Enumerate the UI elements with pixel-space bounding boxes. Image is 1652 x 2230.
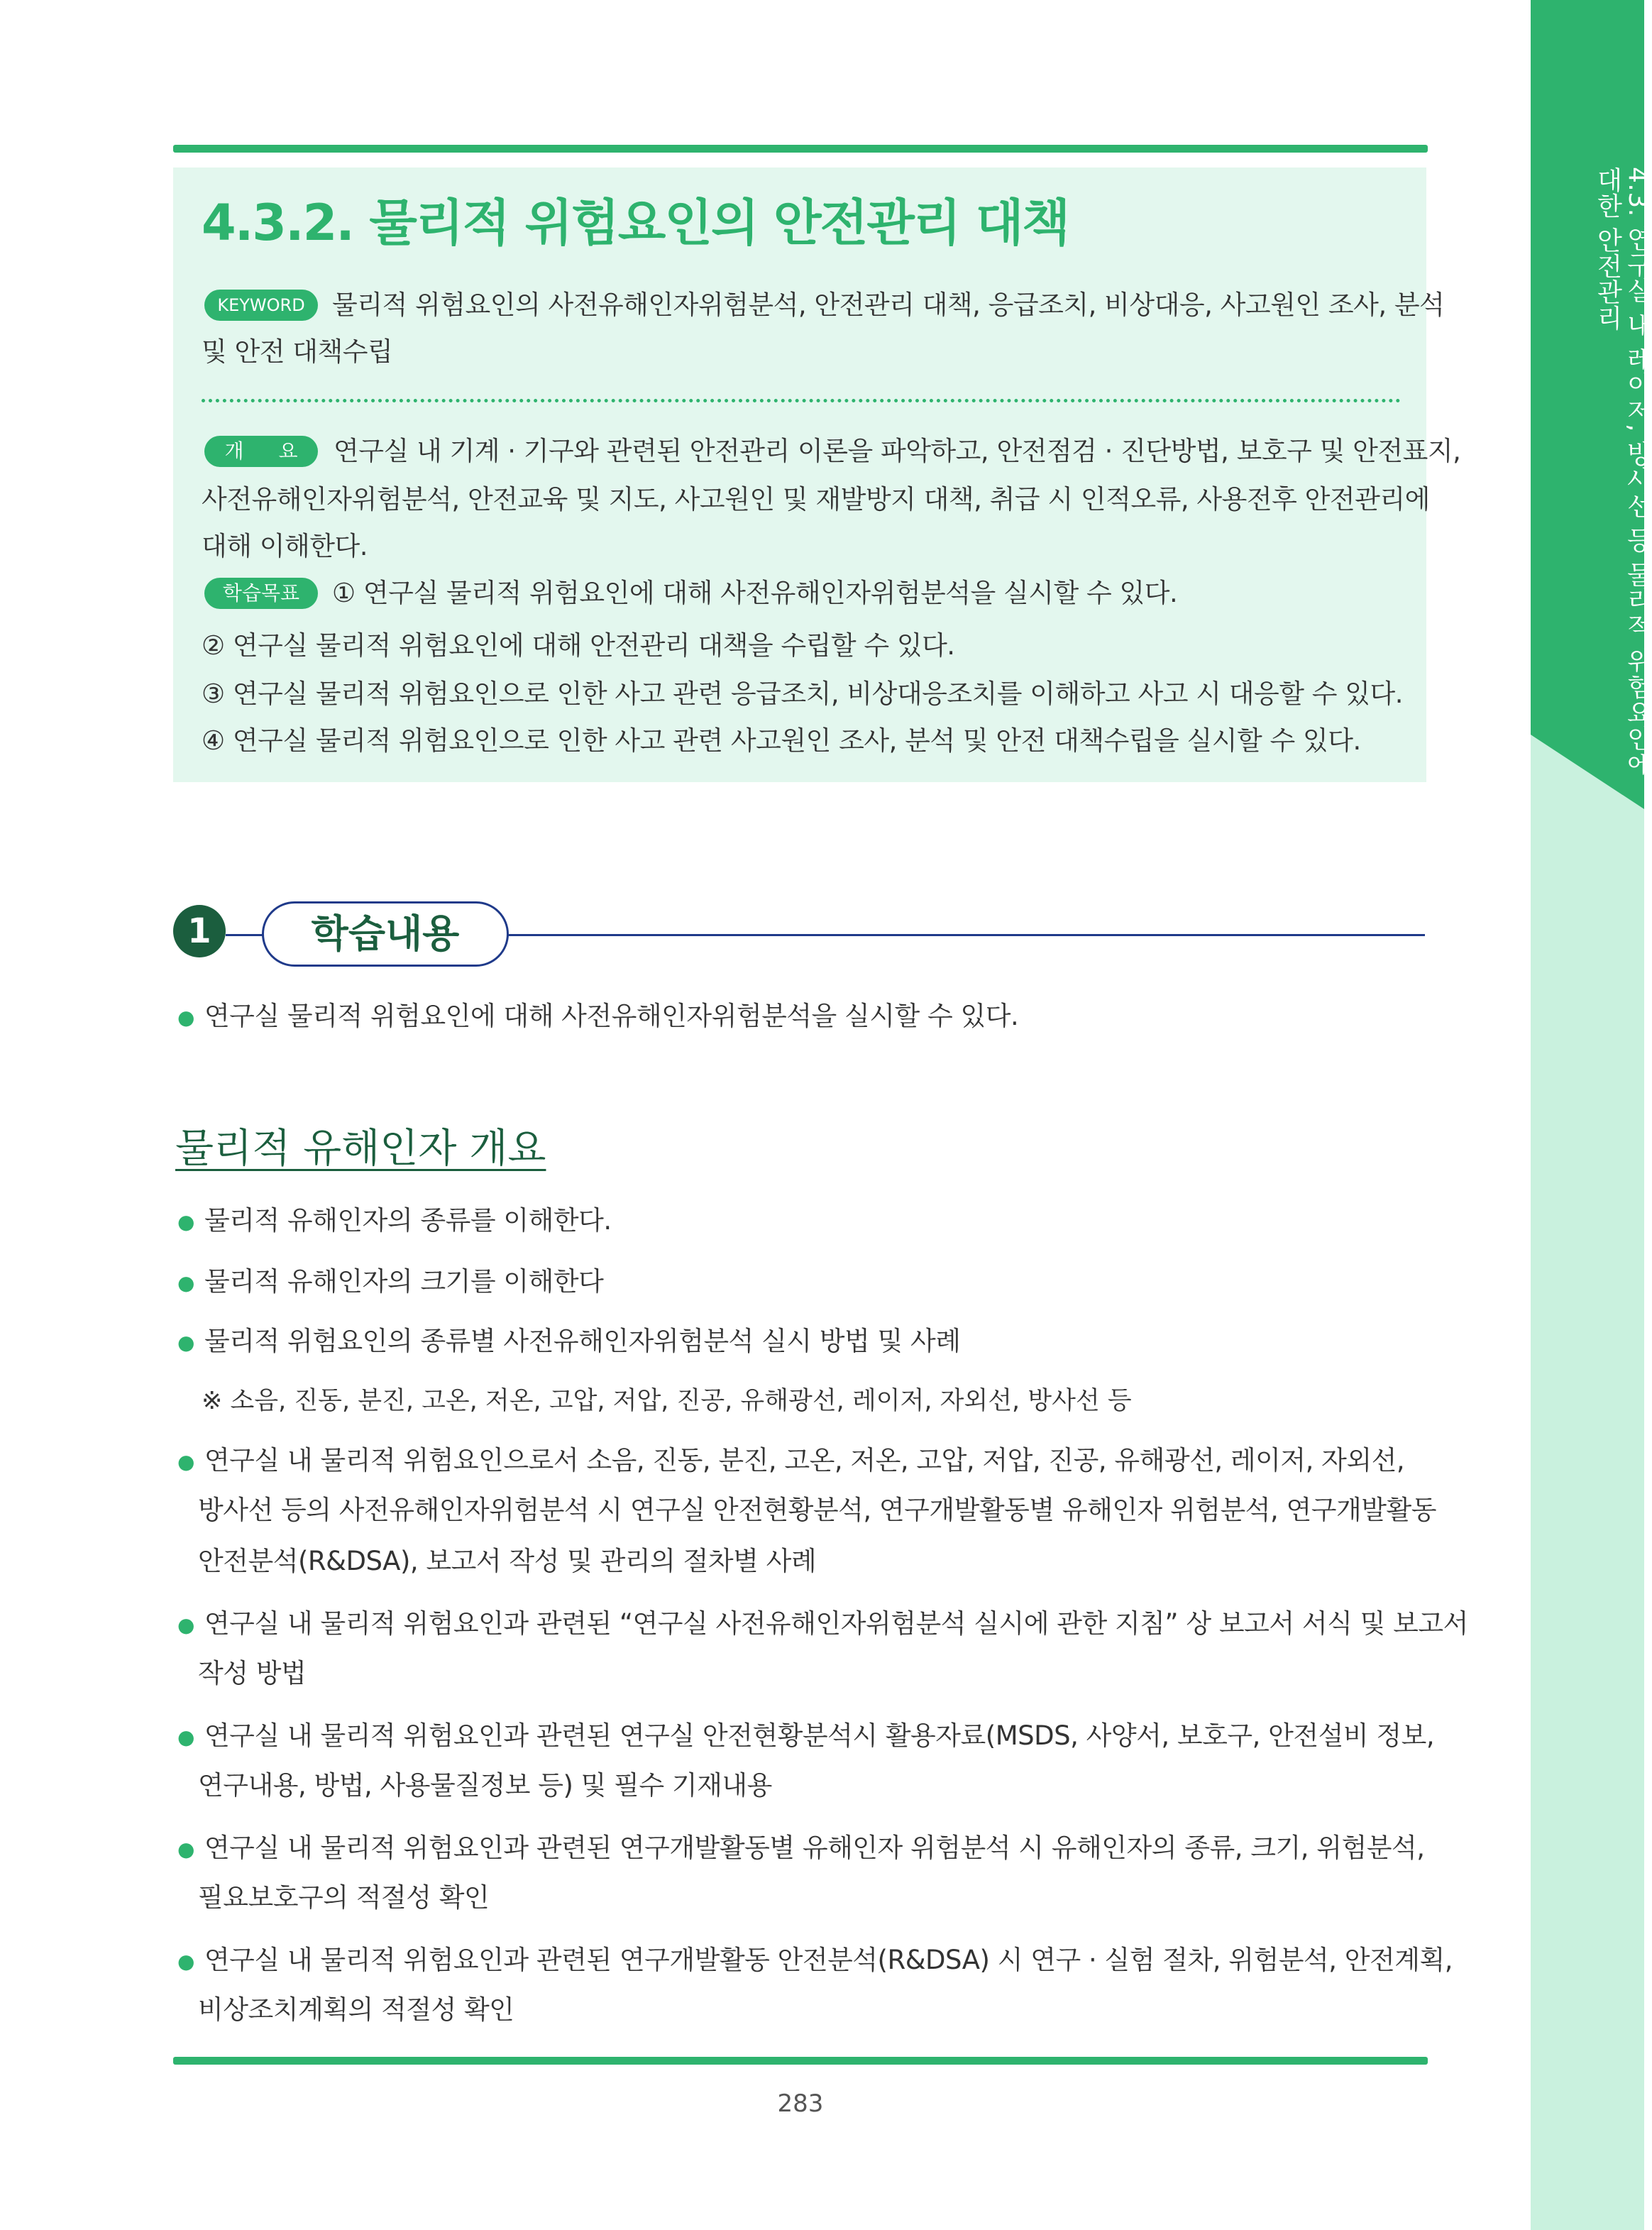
list-item-continuation: 연구내용, 방법, 사용물질정보 등) 및 필수 기재내용: [198, 1770, 772, 1801]
bullet-icon: ●: [177, 1949, 194, 1973]
overview-badge: 개 요: [204, 436, 318, 467]
list-item: ● 연구실 내 물리적 위험요인과 관련된 연구개발활동 안전분석(R&DSA) 시 연구 · 실험 절차, 위험분석, 안전계획,: [177, 1945, 1453, 1975]
overview-line: 연구실 내 기계 · 기구와 관련된 안전관리 이론을 파악하고, 안전점검 · 진단방법, 보호구 및 안전표지,: [334, 436, 1461, 466]
overview-line: 대해 이해한다.: [202, 531, 368, 561]
bottom-rule: [173, 2057, 1428, 2065]
list-item-continuation: 비상조치계획의 적절성 확인: [198, 1994, 514, 2025]
list-item: ● 연구실 내 물리적 위험요인과 관련된 연구개발활동별 유해인자 위험분석 시 유해인자의 종류, 크기, 위험분석,: [177, 1833, 1425, 1863]
list-item-continuation: 방사선 등의 사전유해인자위험분석 시 연구실 안전현황분석, 연구개발활동별 유해인자 위험분석, 연구개발활동: [198, 1495, 1437, 1525]
connector-line: [226, 934, 263, 936]
bullet-icon: ●: [177, 1613, 194, 1637]
goal-item: ③ 연구실 물리적 위험요인으로 인한 사고 관련 응급조치, 비상대응조치를 이해하고 사고 시 대응할 수 있다.: [202, 679, 1404, 709]
list-item-continuation: 필요보호구의 적절성 확인: [198, 1882, 490, 1913]
goal-badge: 학습목표: [204, 578, 318, 609]
top-rule: [173, 145, 1428, 153]
section-number-badge: 1: [173, 905, 226, 957]
list-item: ● 연구실 내 물리적 위험요인과 관련된 “연구실 사전유해인자위험분석 실시에 관한 지침” 상 보고서 서식 및 보고서: [177, 1608, 1468, 1639]
list-item-continuation: 작성 방법: [198, 1658, 307, 1688]
keyword-line: 및 안전 대책수립: [202, 336, 393, 367]
list-item: ● 연구실 물리적 위험요인에 대해 사전유해인자위험분석을 실시할 수 있다.: [177, 1001, 1019, 1031]
bullet-icon: ●: [177, 1725, 194, 1749]
list-item: ● 물리적 유해인자의 종류를 이해한다.: [177, 1205, 612, 1236]
connector-line: [508, 934, 1425, 936]
bullet-icon: ●: [177, 1449, 194, 1473]
goal-item: ① 연구실 물리적 위험요인에 대해 사전유해인자위험분석을 실시할 수 있다.: [332, 578, 1178, 608]
bullet-icon: ●: [177, 1837, 194, 1861]
list-item: ● 연구실 내 물리적 위험요인과 관련된 연구실 안전현황분석시 활용자료(MSDS, 사양서, 보호구, 안전설비 정보,: [177, 1720, 1435, 1751]
list-item-continuation: 안전분석(R&DSA), 보고서 작성 및 관리의 절차별 사례: [198, 1546, 817, 1576]
dotted-divider: [202, 399, 1401, 402]
overview-line: 사전유해인자위험분석, 안전교육 및 지도, 사고원인 및 재발방지 대책, 취급 시 인적오류, 사용전후 안전관리에: [202, 484, 1430, 515]
bullet-icon: ●: [177, 1209, 194, 1234]
bullet-icon: ●: [177, 1330, 194, 1354]
chapter-side-label: 4.3. 연구실 내 레이저, 방사선 등 물리적 위험요인에 대한 안전관리: [1593, 167, 1652, 777]
goal-item: ② 연구실 물리적 위험요인에 대해 안전관리 대책을 수립할 수 있다.: [202, 630, 955, 661]
list-item: ● 연구실 내 물리적 위험요인으로서 소음, 진동, 분진, 고온, 저온, 고압, 저압, 진공, 유해광선, 레이저, 자외선,: [177, 1445, 1405, 1476]
section-title: 4.3.2. 물리적 위험요인의 안전관리 대책: [202, 194, 1069, 252]
list-item: ● 물리적 위험요인의 종류별 사전유해인자위험분석 실시 방법 및 사례: [177, 1326, 961, 1356]
goal-item: ④ 연구실 물리적 위험요인으로 인한 사고 관련 사고원인 조사, 분석 및 안전 대책수립을 실시할 수 있다.: [202, 725, 1361, 756]
keyword-line: 물리적 위험요인의 사전유해인자위험분석, 안전관리 대책, 응급조치, 비상대응, 사고원인 조사, 분석: [332, 290, 1445, 320]
keyword-badge: KEYWORD: [204, 290, 318, 321]
bullet-icon: ●: [177, 1270, 194, 1295]
bullet-icon: ●: [177, 1005, 194, 1029]
content-heading-pill: 학습내용: [262, 901, 509, 967]
note-text: ※ 소음, 진동, 분진, 고온, 저온, 고압, 저압, 진공, 유해광선, 레이저, 자외선, 방사선 등: [202, 1387, 1132, 1415]
page-number: 283: [777, 2089, 824, 2118]
subsection-heading: 물리적 유해인자 개요: [175, 1126, 546, 1172]
list-item: ● 물리적 유해인자의 크기를 이해한다: [177, 1266, 604, 1297]
